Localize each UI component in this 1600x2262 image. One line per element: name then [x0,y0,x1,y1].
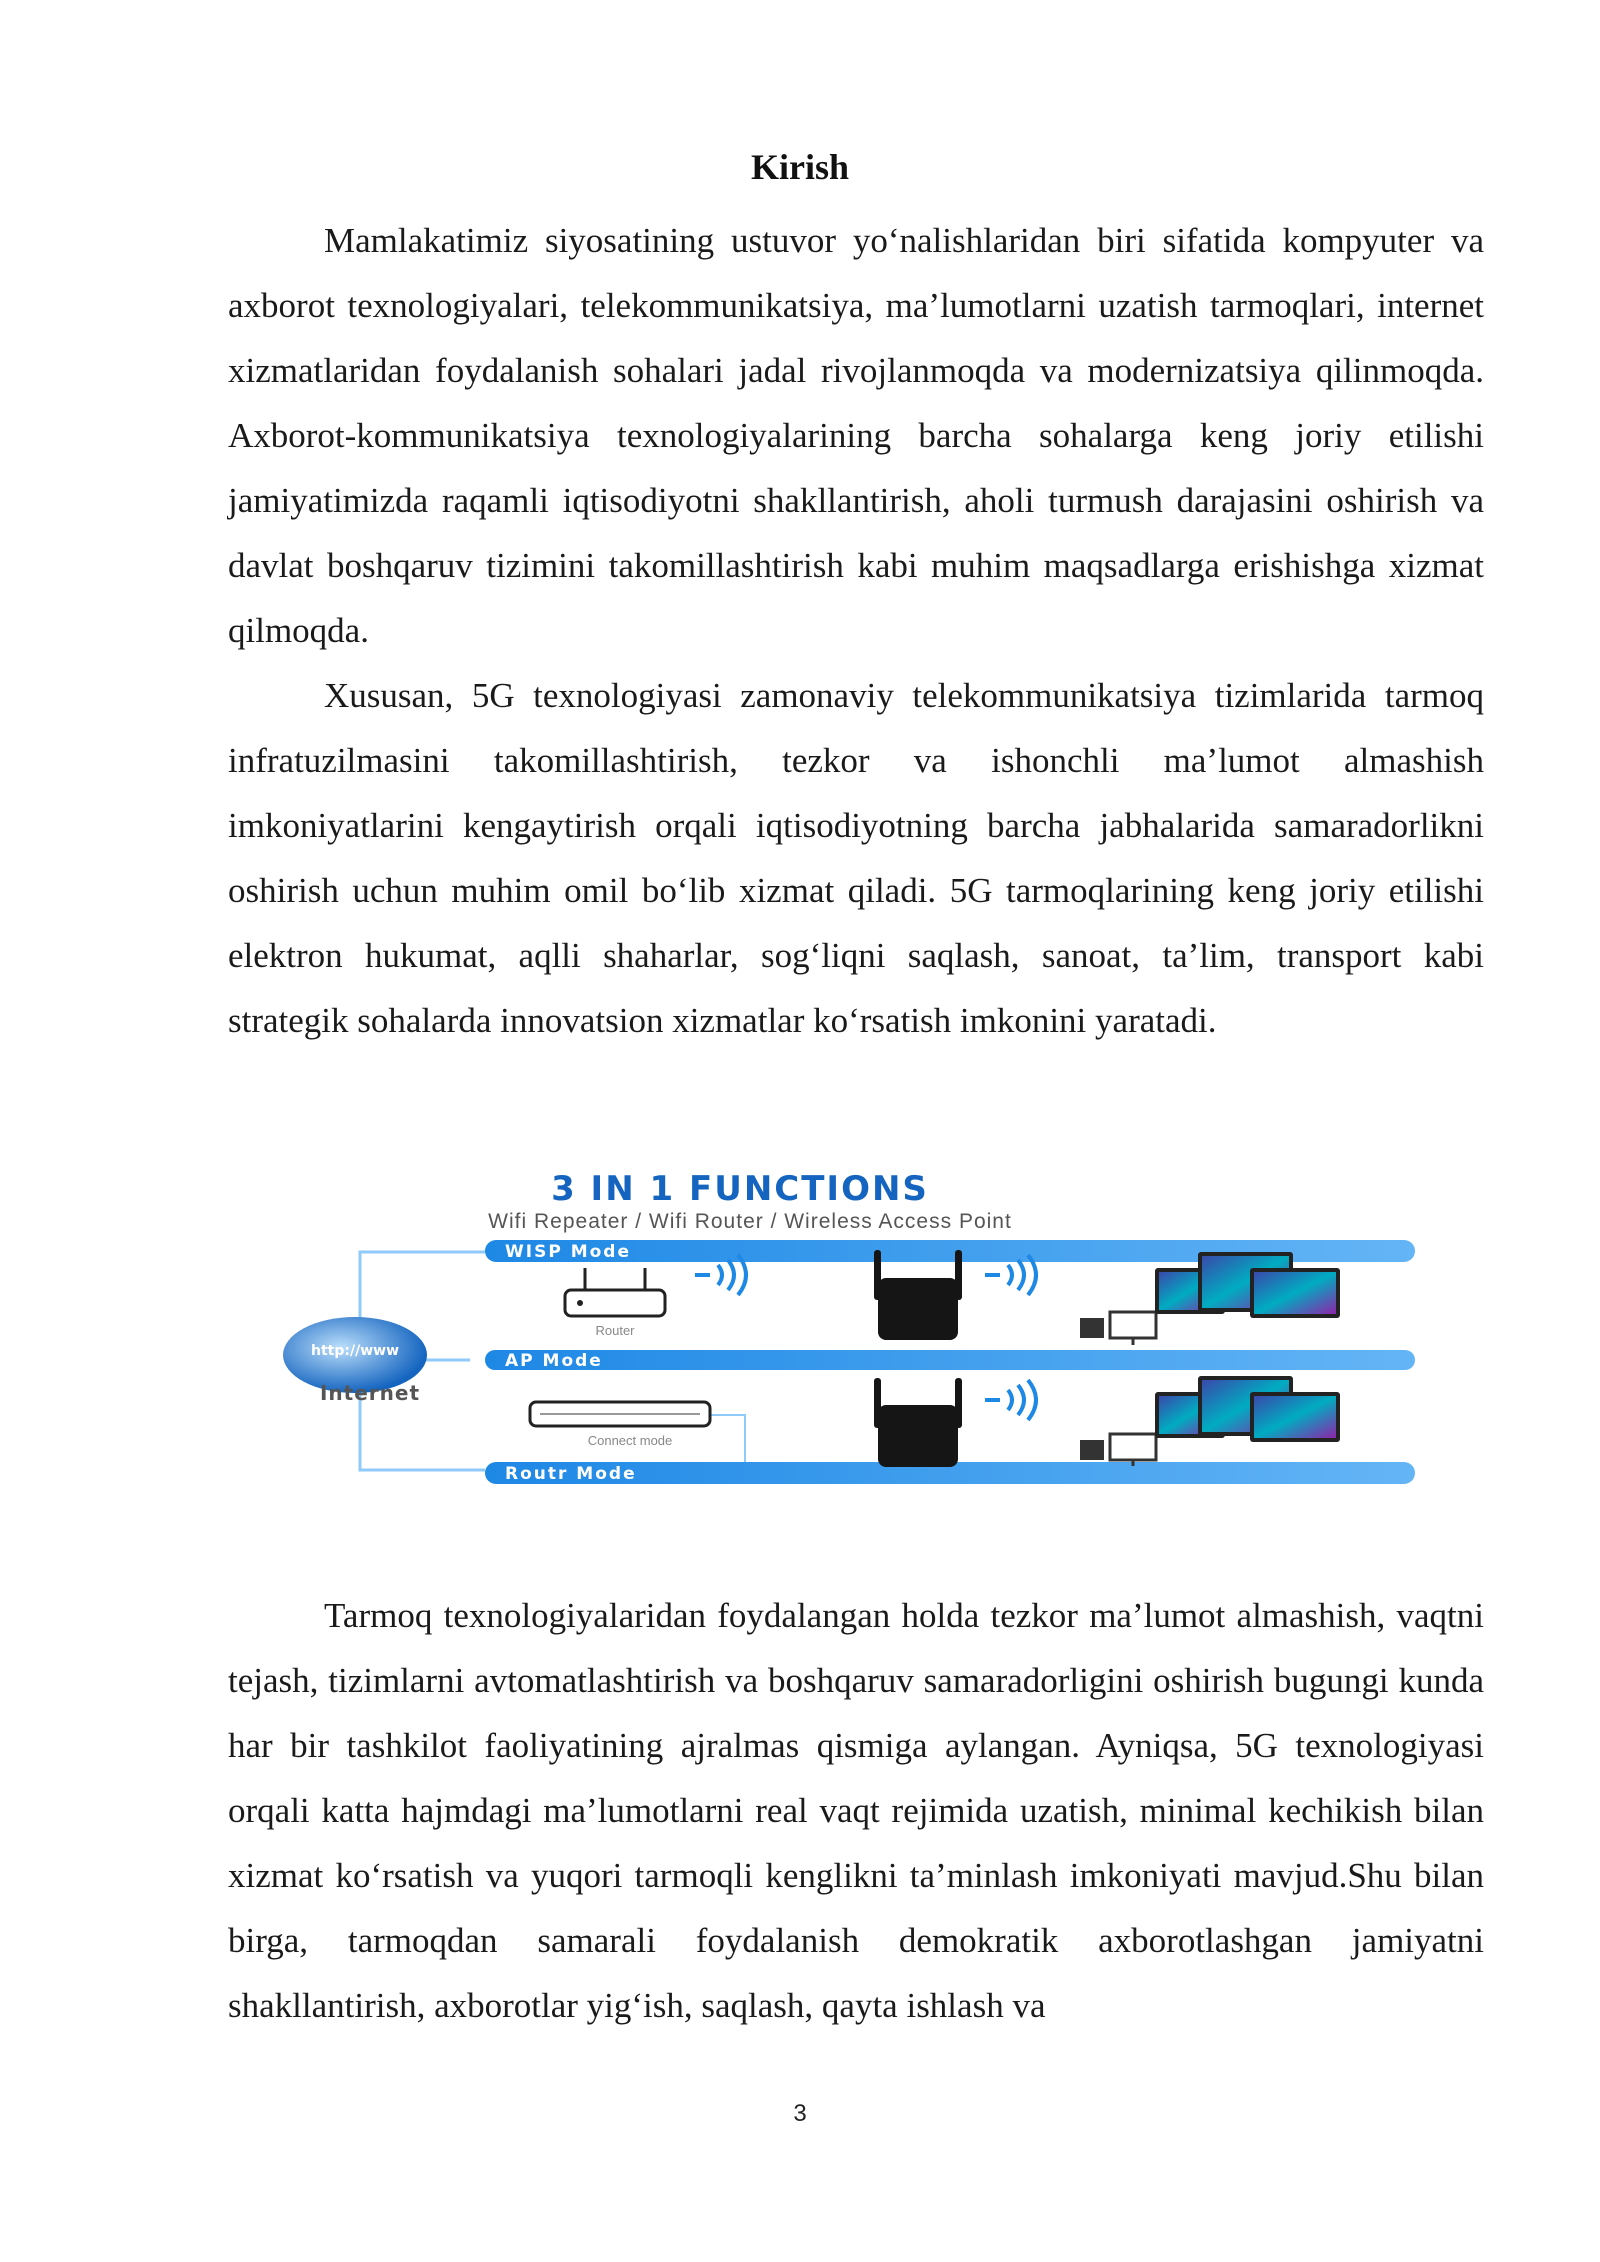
wifi-extender-icon [874,1378,962,1467]
router-label: Router [595,1323,635,1338]
wifi-signal-icon [985,1380,1036,1420]
wifi-extender-icon [874,1250,962,1340]
desktop-computer-icon [1080,1312,1156,1345]
figure-subtitle: Wifi Repeater / Wifi Router / Wireless Access Point [488,1210,1012,1233]
page-number: 3 [793,2100,807,2127]
connect-device-icon [530,1402,710,1426]
desktop-computer-icon [1080,1434,1156,1466]
paragraph-1: Mamlakatimiz siyosatining ustuvor yo‘nalishlaridan biri sifatida kompyuter va axborot texnologiyalari, telekommunikatsiya, ma’lumotlarni uzatish tarmoqlari, internet xizmatlaridan foydalanish sohalari jadal rivojlanmoqda va modernizatsiya qilinmoqda. Axborot-kommunikatsiya texnologiyalarining barcha sohalarga keng joriy etilishi jamiyatimizda raqamli iqtisodiyotni shakllantirish, aholi turmush darajasini oshirish va davlat boshqaruv tizimini takomillashtirish kabi muhim maqsadlarga erishishga xizmat qilmoqda. [228,221,1484,650]
body-text [228,1583,1484,2038]
paragraph-2: Xususan, 5G texnologiyasi zamonaviy telekommunikatsiya tizimlarida tarmoq infratuzilmasini takomillashtirish, tezkor va ishonchli ma’lumot almashish imkoniyatlarini kengaytirish orqali iqtisodiyotning barcha jabhalarida samaradorlikni oshirish uchun muhim omil bo‘lib xizmat qiladi. 5G tarmoqlarining keng joriy etilishi elektron hukumat, aqlli shaharlar, sog‘liqni saqlash, sanoat, ta’lim, transport kabi strategik sohalarda innovatsion xizmatlar ko‘rsatish imkonini yaratadi. [228,676,1484,1040]
globe-text: http://www [311,1343,399,1359]
router-icon [565,1268,665,1316]
ap-mode-label: AP Mode [505,1351,603,1371]
router-diagram [240,1160,1430,1515]
connect-mode-label: Connect mode [587,1433,673,1448]
ap-mode-bar [485,1350,1415,1370]
router-functions-figure [240,1160,1430,1515]
devices-icon [1155,1376,1340,1442]
intro-text [228,208,1484,1053]
figure-title: 3 IN 1 FUNCTIONS [551,1169,929,1209]
section-heading: Kirish [750,147,849,187]
paragraph-3: Tarmoq texnologiyalaridan foydalangan holda tezkor ma’lumot almashish, vaqtni tejash, tizimlarni avtomatlashtirish va boshqaruv samaradorligini oshirish bugungi kunda har bir tashkilot faoliyatining ajralmas qismiga aylangan. Ayniqsa, 5G texnologiyasi orqali katta hajmdagi ma’lumotlarni real vaqt rejimida uzatish, minimal kechikish bilan xizmat ko‘rsatish va yuqori tarmoqli kenglikni ta’minlash imkoniyati mavjud.Shu bilan birga, tarmoqdan samarali foydalanish demokratik axborotlashgan jamiyatni shakllantirish, axborotlar yig‘ish, saqlash, qayta ishlash va [228,1596,1484,2025]
routr-mode-label: Routr Mode [505,1464,637,1484]
wisp-mode-label: WISP Mode [505,1242,631,1262]
internet-label: Internet [319,1381,421,1405]
